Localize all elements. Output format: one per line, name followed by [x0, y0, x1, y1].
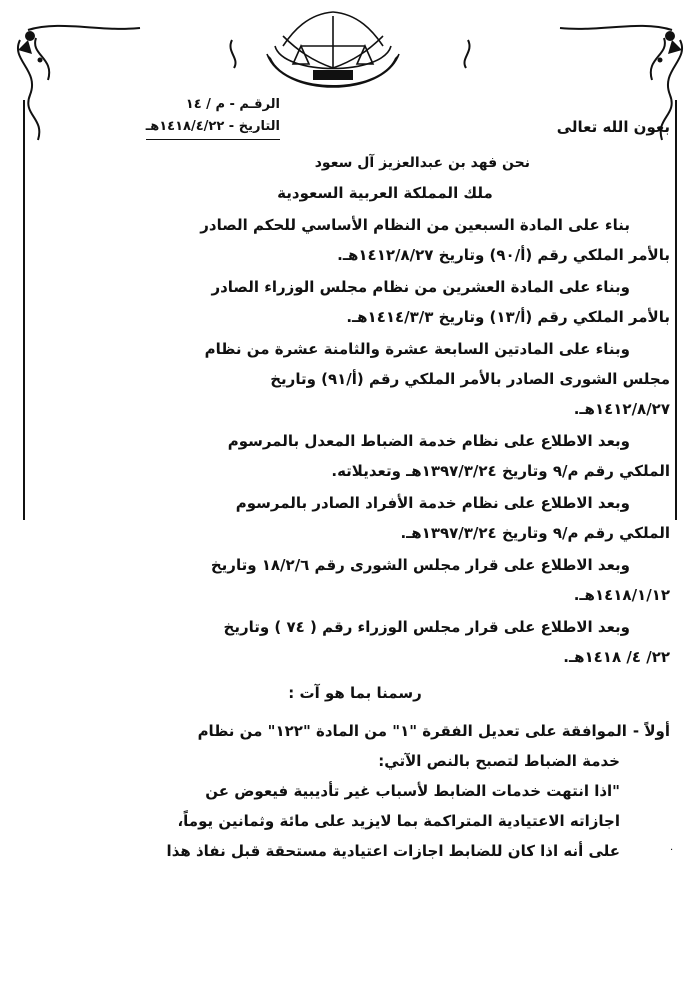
item-label: أولاً - — [632, 722, 670, 740]
paragraph-line: وبعد الاطلاع على قرار مجلس الوزراء رقم ( ٧٤ ) وتاريخ — [223, 618, 630, 636]
decree-line: الموافقة على تعديل الفقرة "١" من المادة "١٢٢" من نظام — [197, 722, 627, 740]
decree-line: "اذا انتهت خدمات الضابط لأسباب غير تأديبية فيعوض عن — [205, 782, 620, 800]
document-date: التاريخ - ١٤١٨/٤/٢٢هـ — [146, 116, 280, 140]
decree-body — [40, 148, 670, 866]
paragraph-line: وبناء على المادة العشرين من نظام مجلس الوزراء الصادر — [211, 278, 630, 296]
paragraph-line: بناء على المادة السبعين من النظام الأساسي للحكم الصادر — [200, 216, 630, 234]
paragraph-line: بالأمر الملكي رقم (أ/١٣) وتاريخ ١٤١٤/٣/٣هـ. — [346, 308, 670, 326]
paragraph-line: وبعد الاطلاع على نظام خدمة الضباط المعدل بالمرسوم — [227, 432, 630, 450]
paragraph-line: وبعد الاطلاع على قرار مجلس الشورى رقم ١٨/٢/٦ وتاريخ — [210, 556, 630, 574]
invocation: بعون الله تعالى — [556, 118, 670, 136]
decree-item-1 — [40, 716, 670, 866]
paragraph-5 — [40, 488, 670, 548]
decree-heading: رسمنا بما هو آت : — [288, 684, 422, 702]
paragraph-6 — [40, 550, 670, 610]
paragraph-line: وبناء على المادتين السابعة عشرة والثامنة عشرة من نظام — [204, 340, 630, 358]
paragraph-line: ١٤١٢/٨/٢٧هـ. — [573, 400, 670, 418]
paragraph-line: ٢٢/ ٤/ ١٤١٨هـ. — [563, 648, 670, 666]
paragraph-1 — [40, 210, 670, 270]
reference-block — [120, 94, 280, 138]
reference-number: الرقـم - م / ١٤ — [185, 97, 280, 112]
paragraph-line: الملكي رقم م/٩ وتاريخ ١٣٩٧/٣/٢٤هـ وتعديلاته. — [331, 462, 670, 480]
king-title: ملك المملكة العربية السعودية — [277, 184, 493, 202]
paragraph-3 — [40, 334, 670, 424]
paragraph-4 — [40, 426, 670, 486]
margin-mark: . — [670, 842, 674, 853]
decree-line: على أنه اذا كان للضابط اجازات اعتيادية مستحقة قبل نفاذ هذا — [166, 842, 620, 860]
paragraph-2 — [40, 272, 670, 332]
emblem-seal — [253, 6, 413, 106]
paragraph-7 — [40, 612, 670, 672]
paragraph-line: ١٤١٨/١/١٢هـ. — [573, 586, 670, 604]
paragraph-line: الملكي رقم م/٩ وتاريخ ١٣٩٧/٣/٢٤هـ. — [400, 524, 670, 542]
decree-line: خدمة الضباط لتصبح بالنص الآتي: — [378, 752, 620, 770]
paragraph-line: وبعد الاطلاع على نظام خدمة الأفراد الصادر بالمرسوم — [235, 494, 630, 512]
decree-line: اجازاته الاعتيادية المتراكمة بما لايزيد على مائة وثمانين يوماً، — [177, 812, 620, 830]
paragraph-line: بالأمر الملكي رقم (أ/٩٠) وتاريخ ١٤١٢/٨/٢٧هـ. — [337, 246, 670, 264]
king-line: نحن فهد بن عبدالعزيز آل سعود — [314, 155, 530, 171]
paragraph-line: مجلس الشورى الصادر بالأمر الملكي رقم (أ/٩١) وتاريخ — [270, 370, 670, 388]
